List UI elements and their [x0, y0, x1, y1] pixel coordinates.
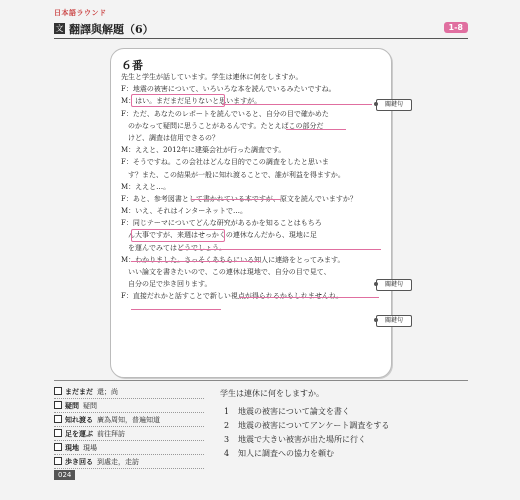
dialogue-line: F：直接だれかと話すことで新しい視点が得られるかもしれませんね。 [121, 292, 343, 301]
highlight-underline [131, 261, 261, 262]
highlight-underline [239, 297, 379, 298]
checkbox-icon [54, 415, 62, 423]
section-divider [54, 380, 468, 381]
highlight-underline [286, 129, 346, 130]
dialogue-line: F：地震の被害について、いろいろな本を読んでいるみたいですね。 [121, 85, 336, 94]
answer-option: 4 知人に調査への協力を頼む [224, 449, 334, 458]
checkbox-icon [54, 443, 62, 451]
vocabulary-list [54, 385, 204, 469]
checkbox-icon [54, 429, 62, 437]
dialogue-line: F：同じテーマについてどんな研究があるかを知ることはもちろ [121, 219, 322, 228]
dialogue-lines [121, 71, 383, 303]
dialogue-line: けど、調査は信用できるの？ [121, 133, 219, 142]
dialogue-line: を運んでみてはどうでしょう。 [121, 243, 226, 252]
brand-label: 日本語ラウンド [54, 9, 107, 17]
vocab-item: 知れ渡る 廣為周知，普遍知道 [54, 413, 204, 427]
dialogue-line: 先生と学生が話しています。学生は連休に何をしますか。 [121, 73, 303, 81]
vocab-item: 現地 現場 [54, 441, 204, 455]
keyword-connector [222, 104, 372, 105]
answer-option: 2 地震の被害についてアンケート調査をする [224, 421, 390, 430]
section-title: 翻譯與解題（6） [69, 23, 154, 36]
dialogue-line: M：ええと、2012年に建築会社が行った調査です。 [121, 146, 286, 155]
answer-option: 1 地震の被害について論文を書く [224, 407, 350, 416]
highlight-underline [131, 309, 221, 310]
page-number: 024 [54, 470, 75, 480]
answer-option: 3 地震で大きい被害が出た場所に行く [224, 435, 366, 444]
vocab-item: 歩き回る 到處走，走訪 [54, 455, 204, 469]
dialogue-line: ん大事ですが、来週はせっかくの連休なんだから、現地に足 [121, 231, 317, 240]
dialogue-line: いい論文を書きたいので、この連休は現地で、自分の目で見て、 [121, 268, 331, 276]
highlight-underline [191, 199, 281, 200]
dialogue-line: M：はい。まだまだ足りないと思いますが。 [121, 97, 262, 106]
checkbox-icon [54, 457, 62, 465]
vocab-item: 疑問 疑問 [54, 399, 204, 413]
dialogue-card [110, 48, 392, 378]
checkbox-icon [54, 401, 62, 409]
section-header [54, 20, 468, 39]
dialogue-line: 自分の足で歩き回ります。 [121, 280, 212, 289]
checkbox-icon [54, 387, 62, 395]
question-number: ６番 [121, 59, 143, 72]
dialogue-line: M：わかりました。さっそくあちらにいる知人に連絡をとってみます。 [121, 255, 345, 264]
question-block [220, 388, 420, 461]
dialogue-line: F：ただ、あなたのレポートを読んでいると、自分の目で確かめた [121, 109, 329, 118]
vocab-item: 足を運ぶ 前往拜訪 [54, 427, 204, 441]
dialogue-line: す？また、この結果が一般に知れ渡ることで、誰が利益を得ますか。 [121, 170, 345, 179]
dialogue-line: M：ええと…。 [121, 182, 171, 191]
question-text: 学生は連休に何をしますか。 [220, 389, 324, 398]
dialogue-line: F：あと、参考図書として書かれている本ですが、原文を読んでいますか？ [121, 194, 357, 203]
keyword-label: 關鍵句 [376, 99, 412, 111]
highlight-underline [179, 249, 381, 250]
chapter-tag: 1-8 [444, 22, 468, 33]
dialogue-line: M：いえ、それはインターネットで…。 [121, 207, 247, 216]
keyword-label: 關鍵句 [376, 279, 412, 291]
dialogue-line: F：そうですね。この会社はどんな目的でこの調査をしたと思いま [121, 158, 329, 167]
section-icon: 文 [55, 24, 64, 33]
dialogue-line: のかなって疑問に思うことがあるんです。たとえばこの部分だ [121, 121, 324, 130]
keyword-label: 關鍵句 [376, 315, 412, 327]
vocab-item: まだまだ 還；尚 [54, 385, 204, 399]
